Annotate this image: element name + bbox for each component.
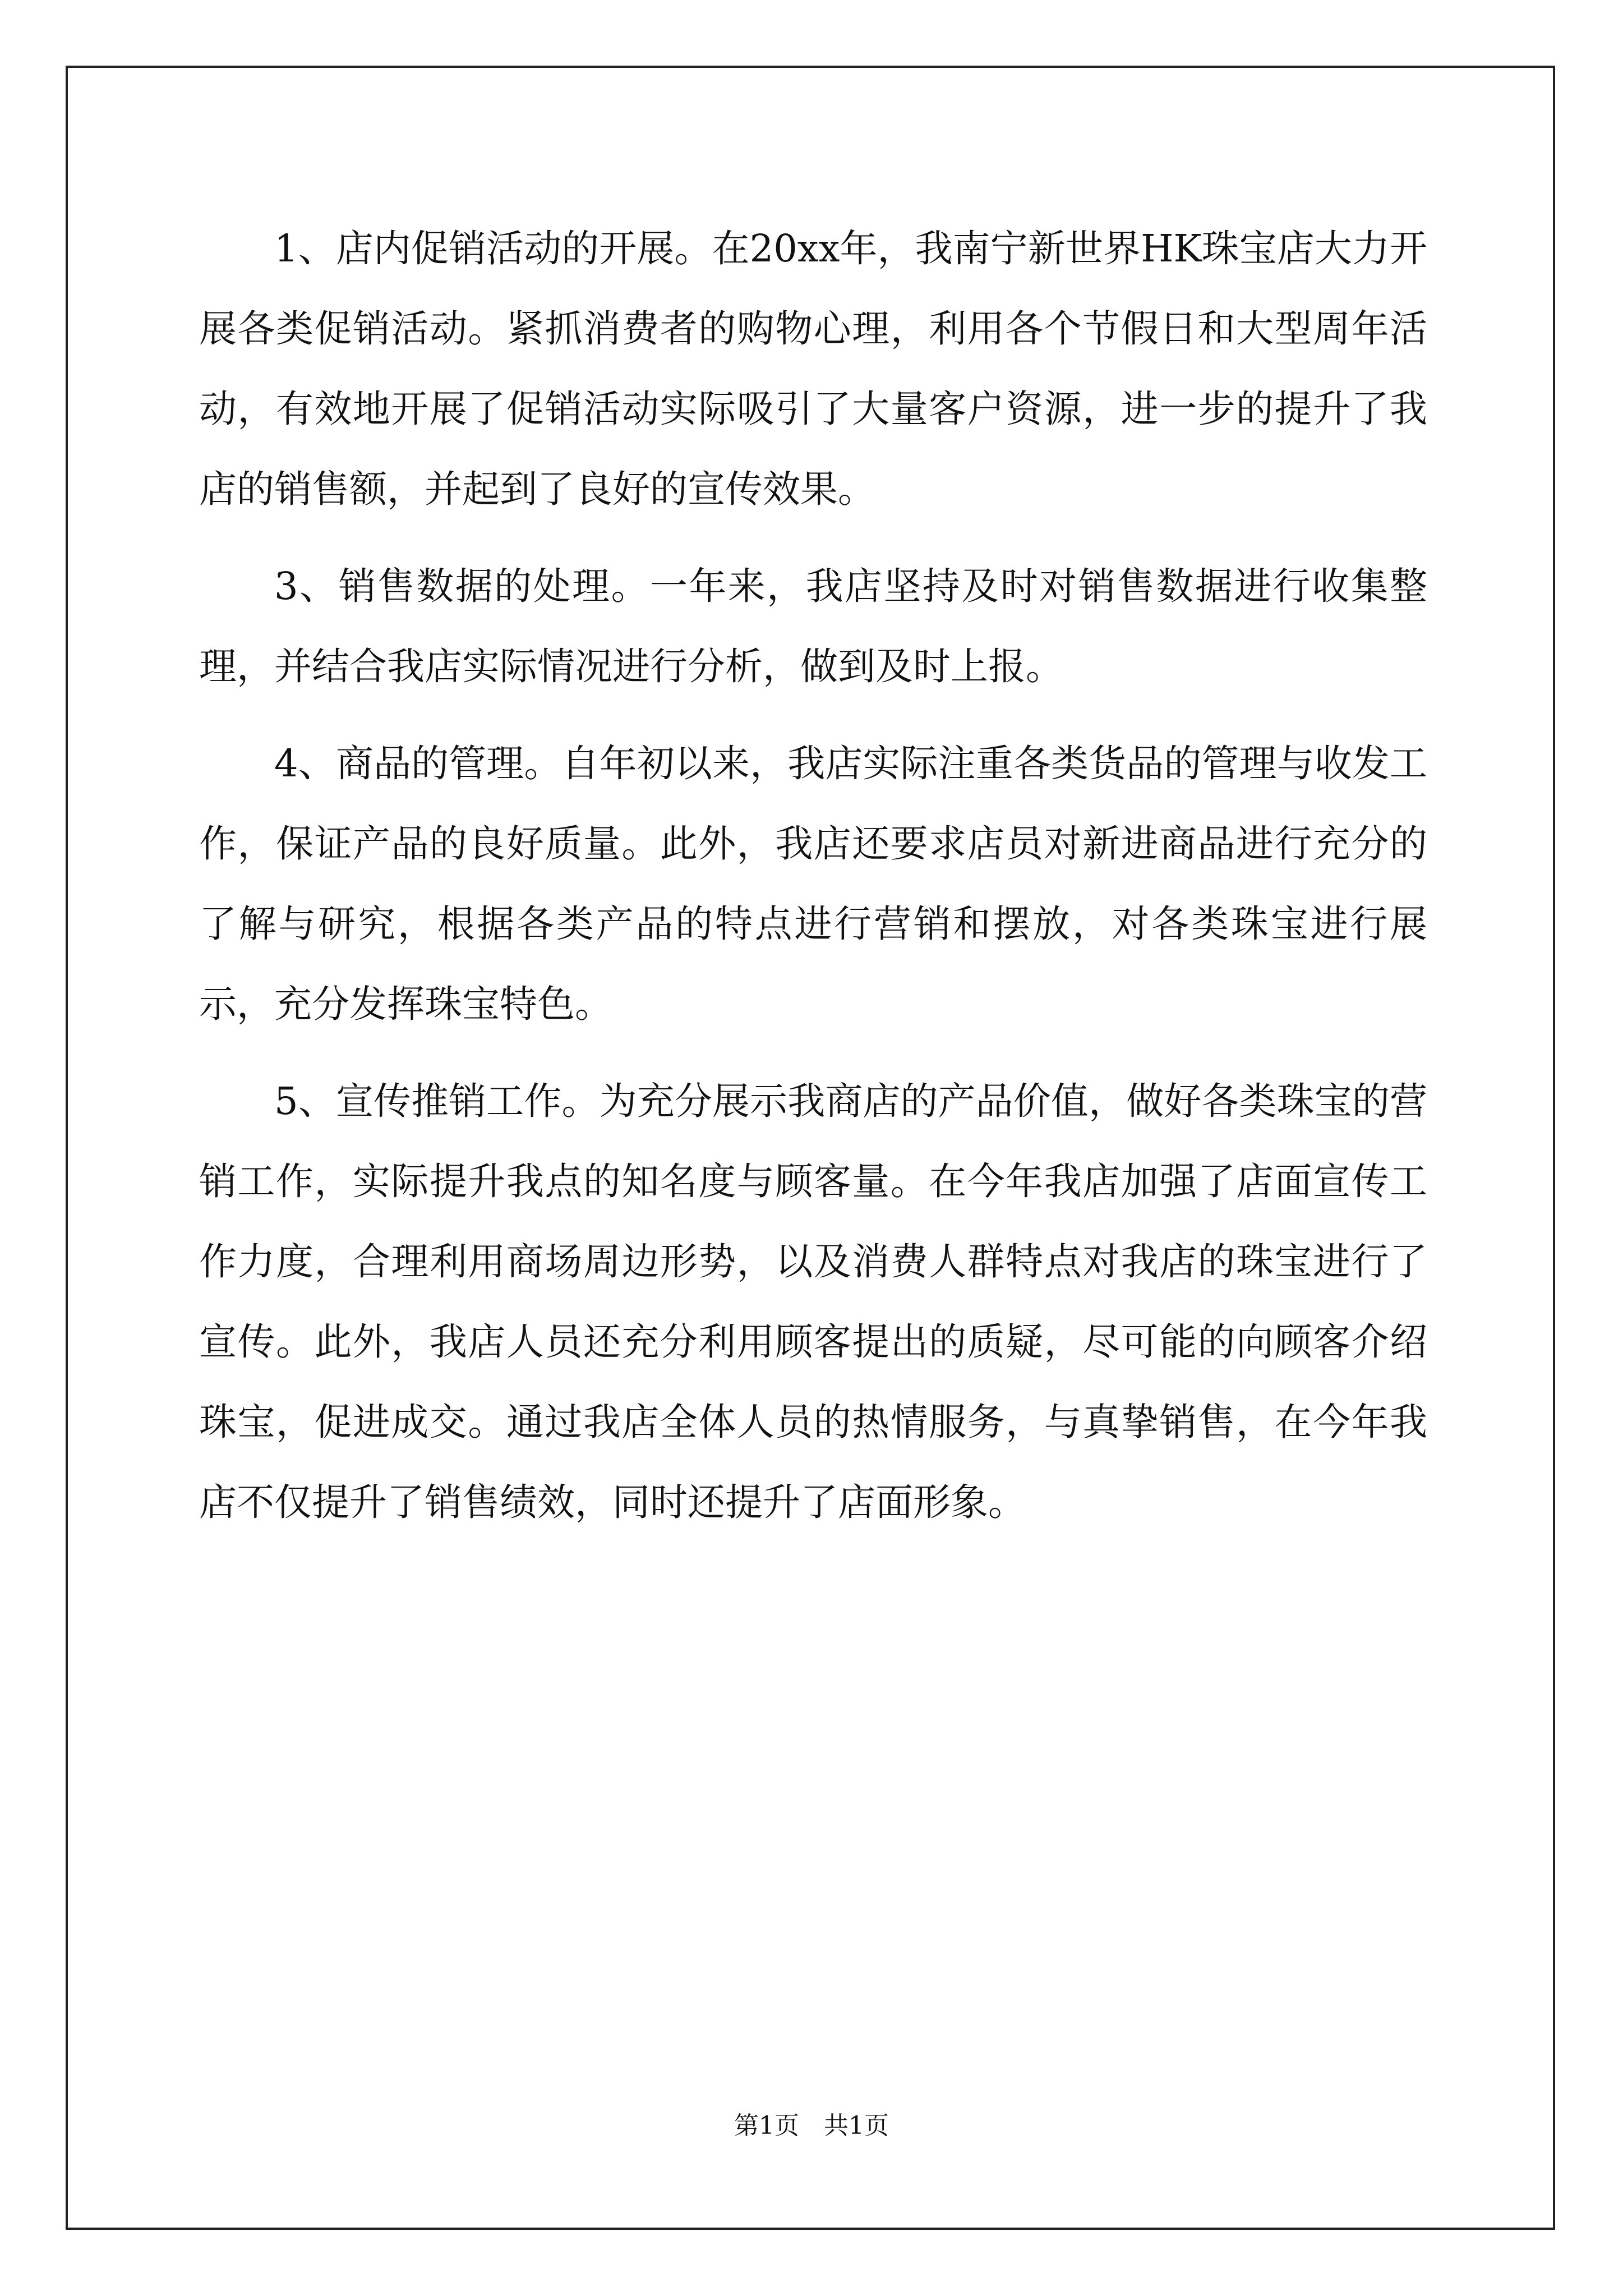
paragraph-sales-data: 3、销售数据的处理。一年来，我店坚持及时对销售数据进行收集整理，并结合我店实际情况进行分析，做到及时上报。: [199, 564, 1427, 688]
paragraph-promotion: 1、店内促销活动的开展。在20xx年，我南宁新世界HK珠宝店大力开展各类促销活动。紧抓消费者的购物心理，利用各个节假日和大型周年活动，有效地开展了促销活动实际吸引了大量客户资源，进一步的提升了我店的销售额，并起到了良好的宣传效果。: [199, 227, 1427, 511]
paragraph-goods-management: 4、商品的管理。自年初以来，我店实际注重各类货品的管理与收发工作，保证产品的良好质量。此外，我店还要求店员对新进商品进行充分的了解与研究，根据各类产品的特点进行营销和摆放，对各类珠宝进行展示，充分发挥珠宝特色。: [199, 742, 1427, 1026]
page-number-label: 第1页 共1页: [734, 2111, 889, 2140]
document-body: [199, 209, 1427, 1559]
page-footer: [0, 2109, 1623, 2143]
paragraph-publicity: 5、宣传推销工作。为充分展示我商店的产品价值，做好各类珠宝的营销工作，实际提升我点的知名度与顾客量。在今年我店加强了店面宣传工作力度，合理利用商场周边形势，以及消费人群特点对我店的珠宝进行了宣传。此外，我店人员还充分利用顾客提出的质疑，尽可能的向顾客介绍珠宝，促进成交。通过我店全体人员的热情服务，与真挚销售，在今年我店不仅提升了销售绩效，同时还提升了店面形象。: [199, 1079, 1427, 1524]
